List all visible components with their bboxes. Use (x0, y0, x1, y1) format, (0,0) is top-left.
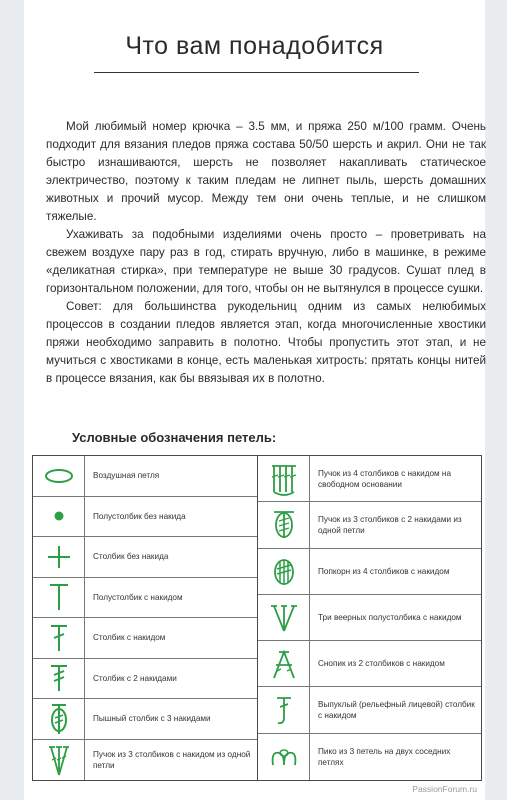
t-two-bar-icon (33, 659, 85, 699)
legend-row (33, 497, 257, 538)
title-underline (94, 72, 419, 73)
legend-row (258, 641, 481, 687)
legend-row (258, 456, 481, 502)
legend-label: Пышный столбик с 3 накидами (93, 714, 211, 724)
three-cluster-base-icon (258, 502, 310, 547)
legend-label: Пучок из 4 столбиков с накидом на свободном основании (318, 468, 452, 489)
three-in-one-icon (33, 740, 85, 781)
legend-row (33, 618, 257, 659)
legend-row (33, 456, 257, 497)
t-one-bar-icon (33, 618, 85, 658)
legend-label: Пучок из 3 столбиков с 2 накидами из одной петли (318, 514, 462, 535)
legend-row (258, 549, 481, 595)
popcorn-icon (258, 549, 310, 594)
legend-row (33, 537, 257, 578)
t-icon (33, 578, 85, 618)
legend-column-left (33, 456, 257, 780)
legend-row (33, 659, 257, 700)
legend-row (258, 734, 481, 780)
legend-label: Столбик с накидом (93, 633, 166, 643)
legend-row (33, 578, 257, 619)
page (24, 0, 485, 800)
fan-icon (258, 595, 310, 640)
legend-label: Полустолбик с накидом (93, 592, 183, 602)
legend-label: Пучок из 3 столбиков с накидом из одной петли (93, 749, 251, 770)
legend-row (33, 740, 257, 781)
article-body (46, 118, 486, 388)
legend-label: Столбик без накида (93, 552, 169, 562)
picot-icon (258, 734, 310, 780)
sheaf-icon (258, 641, 310, 686)
stitch-legend-table (32, 455, 482, 781)
legend-row (33, 699, 257, 740)
legend-label: Попкорн из 4 столбиков с накидом (318, 566, 450, 576)
four-cluster-base-icon (258, 456, 310, 501)
dot-icon (33, 497, 85, 537)
legend-label: Столбик с 2 накидами (93, 673, 177, 683)
legend-row (258, 502, 481, 548)
legend-label: Три веерных полустолбика с накидом (318, 612, 462, 622)
chain-oval-icon (33, 456, 85, 496)
front-post-icon (258, 687, 310, 732)
legend-title: Условные обозначения петель: (72, 430, 277, 445)
legend-row (258, 595, 481, 641)
legend-label: Полустолбик без накида (93, 511, 186, 521)
paragraph-hook-and-yarn: Мой любимый номер крючка – 3.5 мм, и пряжа 250 м/100 грамм. Очень подходит для вязания пледов пряжа состава 50/50 шерсть и акрил. Они не так быстро изнашиваются, шерсть не позволяет накапливать статическое электричество, поэтому к таким пледам не липнет пыль, шерсть домашних животных и прочий мусор. Между тем они очень теплые, и не слишком тяжелые. (46, 120, 486, 223)
legend-column-right (257, 456, 481, 780)
page-title: Что вам понадобится (125, 32, 384, 60)
legend-label: Воздушная петля (93, 471, 160, 481)
legend-label: Снопик из 2 столбиков с накидом (318, 659, 445, 669)
plus-icon (33, 537, 85, 577)
watermark: PassionForum.ru (412, 784, 477, 794)
legend-label: Пико из 3 петель на двух соседних петлях (318, 746, 451, 767)
puff-stitch-icon (33, 699, 85, 739)
legend-label: Выпуклый (рельефный лицевой) столбик с накидом (318, 700, 475, 721)
paragraph-tip: Совет: для большинства рукодельниц одним из самых нелюбимых процессов в создании пледов является этап, когда многочисленные хвостики пряжи необходимо заправить в полотно. Чтобы пропустить этот этап, и не мучиться с хвостиками в конце, есть маленькая хитрость: прятать концы нитей в процессе вязания, как бы ввязывая их в полотно. (46, 300, 486, 385)
paragraph-care: Ухаживать за подобными изделиями очень просто – проветривать на свежем воздухе пару раз в год, стирать вручную, либо в машинке, в режиме «деликатная стирка», при температуре не выше 30 градусов. Сушат плед в горизонтальном положении, для того, чтобы он не вытянулся в процессе сушки. (46, 228, 486, 295)
legend-row (258, 687, 481, 733)
